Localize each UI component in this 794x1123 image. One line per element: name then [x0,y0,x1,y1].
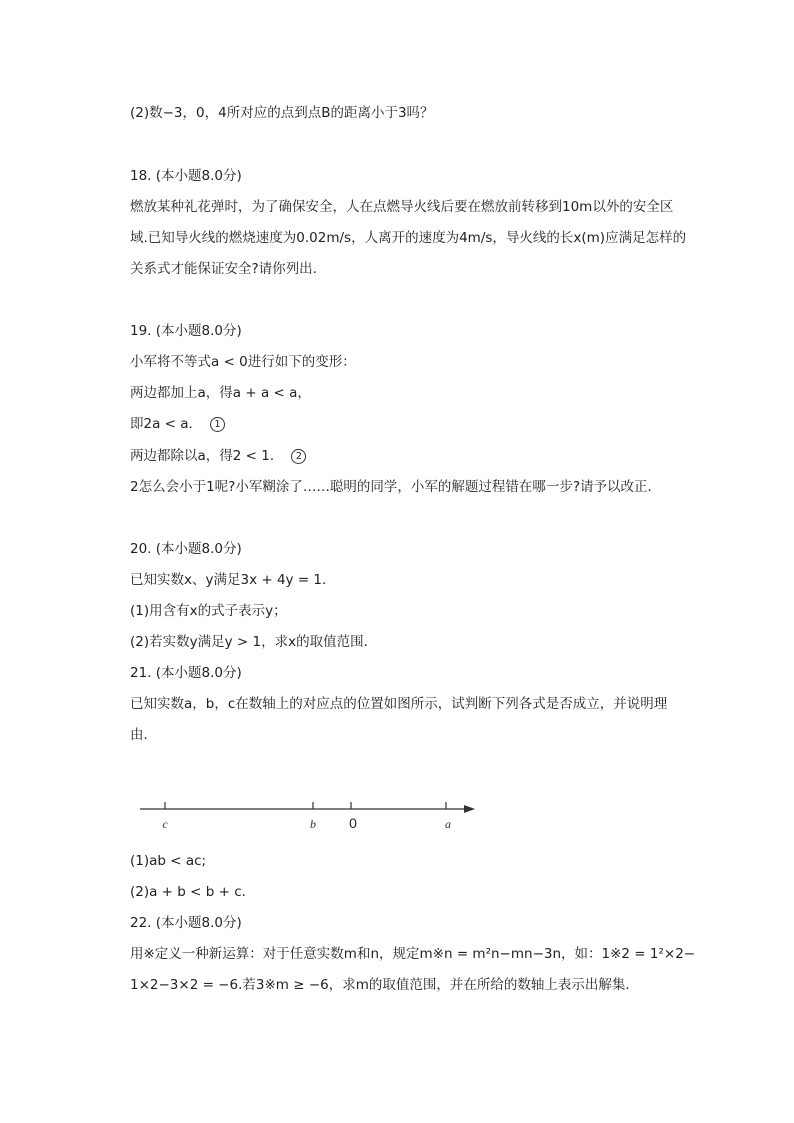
q18-line3: 关系式才能保证安全?请你列出. [130,261,317,277]
q19-line4-text: 两边都除以a，得2 < 1． [130,448,284,464]
q19-line2: 两边都加上a，得a + a < a， [130,385,311,401]
q21-part1: (1)ab < ac; [130,853,207,869]
q20-line2: (1)用含有x的式子表示y； [130,603,287,619]
q17-part2: (2)数−3，0，4所对应的点到点B的距离小于3吗？ [130,105,434,121]
number-line-figure [140,795,485,835]
q18-line2: 域.已知导火线的燃烧速度为0.02m/s，人离开的速度为4m/s，导火线的长x(m)应满足怎样的 [130,230,687,246]
label-c: c [162,817,168,831]
q22-header: 22. (本小题8.0分) [130,915,242,931]
label-zero: 0 [349,815,357,831]
q18-header: 18. (本小题8.0分) [130,168,242,184]
q21-part2: (2)a + b < b + c． [130,884,256,900]
q19-line5: 2怎么会小于1呢?小军糊涂了……聪明的同学，小军的解题过程错在哪一步?请予以改正． [130,479,662,495]
circled-number-2: 2 [291,449,306,464]
q22-line1: 用※定义一种新运算：对于任意实数m和n，规定m※n = m²n−mn−3n，如：1※2 = 1²×2− [130,946,696,962]
q18-line1: 燃放某种礼花弹时，为了确保安全，人在点燃导火线后要在燃放前转移到10m以外的安全区 [130,199,674,215]
q19-line1: 小军将不等式a < 0进行如下的变形： [130,354,356,370]
q22-line2: 1×2−3×2 = −6.若3※m ≥ −6，求m的取值范围，并在所给的数轴上表示出解集． [130,977,639,993]
q20-header: 20. (本小题8.0分) [130,541,242,557]
q19-line3 [130,414,225,434]
label-b: b [310,817,316,831]
q20-line3: (2)若实数y满足y > 1，求x的取值范围． [130,634,378,650]
q19-line3-text: 即2a < a． [130,416,203,432]
circled-number-1: 1 [210,417,225,432]
q21-header: 21. (本小题8.0分) [130,665,242,681]
q19-header: 19. (本小题8.0分) [130,323,242,339]
q21-line1: 已知实数a，b，c在数轴上的对应点的位置如图所示，试判断下列各式是否成立，并说明理 [130,696,668,712]
number-line-arrow [464,805,475,813]
label-a: a [445,817,451,831]
q21-line2: 由． [130,727,157,743]
q19-line4 [130,446,306,466]
q20-line1: 已知实数x、y满足3x + 4y = 1． [130,572,336,588]
